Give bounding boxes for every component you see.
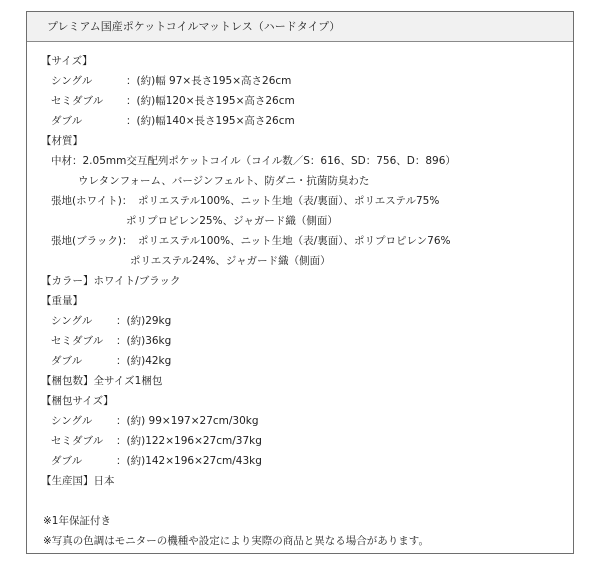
material-inner-line1: 中材：2.05mm交互配列ポケットコイル（コイル数／S：616、SD：756、D：896） bbox=[51, 155, 456, 167]
color-line: 【カラー】ホワイト/ブラック bbox=[41, 275, 181, 287]
material-heading: 【材質】 bbox=[41, 135, 83, 147]
weight-double-label: ダブル bbox=[51, 355, 83, 367]
size-semidouble-label: セミダブル bbox=[51, 95, 104, 107]
material-white-line1: ポリエステル100%、ニット生地（表/裏面）、ポリエステル75% bbox=[138, 195, 440, 207]
package-size-heading: 【梱包サイズ】 bbox=[41, 395, 114, 407]
size-single-value: ：(約)幅 97×長さ195×高さ26cm bbox=[126, 75, 292, 87]
size-double-label: ダブル bbox=[51, 115, 83, 127]
package-size-semidouble-label: セミダブル bbox=[51, 435, 104, 447]
material-inner-line2: ウレタンフォーム、バージンフェルト、防ダニ・抗菌防臭わた bbox=[78, 175, 370, 187]
material-black-line2: ポリエステル24%、ジャガード織（側面） bbox=[130, 255, 331, 267]
size-semidouble-value: ：(約)幅120×長さ195×高さ26cm bbox=[126, 95, 295, 107]
size-double-value: ：(約)幅140×長さ195×高さ26cm bbox=[126, 115, 295, 127]
weight-semidouble-label: セミダブル bbox=[51, 335, 104, 347]
note-warranty: ※1年保証付き bbox=[43, 515, 111, 527]
material-black-label: 張地(ブラック)： bbox=[51, 235, 133, 247]
weight-single-value: ：(約)29kg bbox=[116, 315, 172, 327]
note-photo-color: ※写真の色調はモニターの機種や設定により実際の商品と異なる場合があります。 bbox=[43, 535, 429, 547]
spec-box bbox=[26, 11, 574, 554]
material-white-line2: ポリプロピレン25%、ジャガード織（側面） bbox=[126, 215, 338, 227]
weight-heading: 【重量】 bbox=[41, 295, 83, 307]
size-single-label: シングル bbox=[51, 75, 93, 87]
material-white-label: 張地(ホワイト)： bbox=[51, 195, 133, 207]
packages-line: 【梱包数】全サイズ1梱包 bbox=[41, 375, 163, 387]
package-size-single-value: ：(約) 99×197×27cm/30kg bbox=[116, 415, 259, 427]
weight-single-label: シングル bbox=[51, 315, 93, 327]
package-size-double-value: ：(約)142×196×27cm/43kg bbox=[116, 455, 262, 467]
spec-title: プレミアム国産ポケットコイルマットレス（ハードタイプ） bbox=[27, 12, 573, 42]
package-size-double-label: ダブル bbox=[51, 455, 83, 467]
package-size-single-label: シングル bbox=[51, 415, 93, 427]
size-heading: 【サイズ】 bbox=[41, 55, 93, 67]
material-black-line1: ポリエステル100%、ニット生地（表/裏面）、ポリプロピレン76% bbox=[138, 235, 451, 247]
weight-semidouble-value: ：(約)36kg bbox=[116, 335, 172, 347]
weight-double-value: ：(約)42kg bbox=[116, 355, 172, 367]
origin-line: 【生産国】日本 bbox=[41, 475, 115, 487]
package-size-semidouble-value: ：(約)122×196×27cm/37kg bbox=[116, 435, 262, 447]
